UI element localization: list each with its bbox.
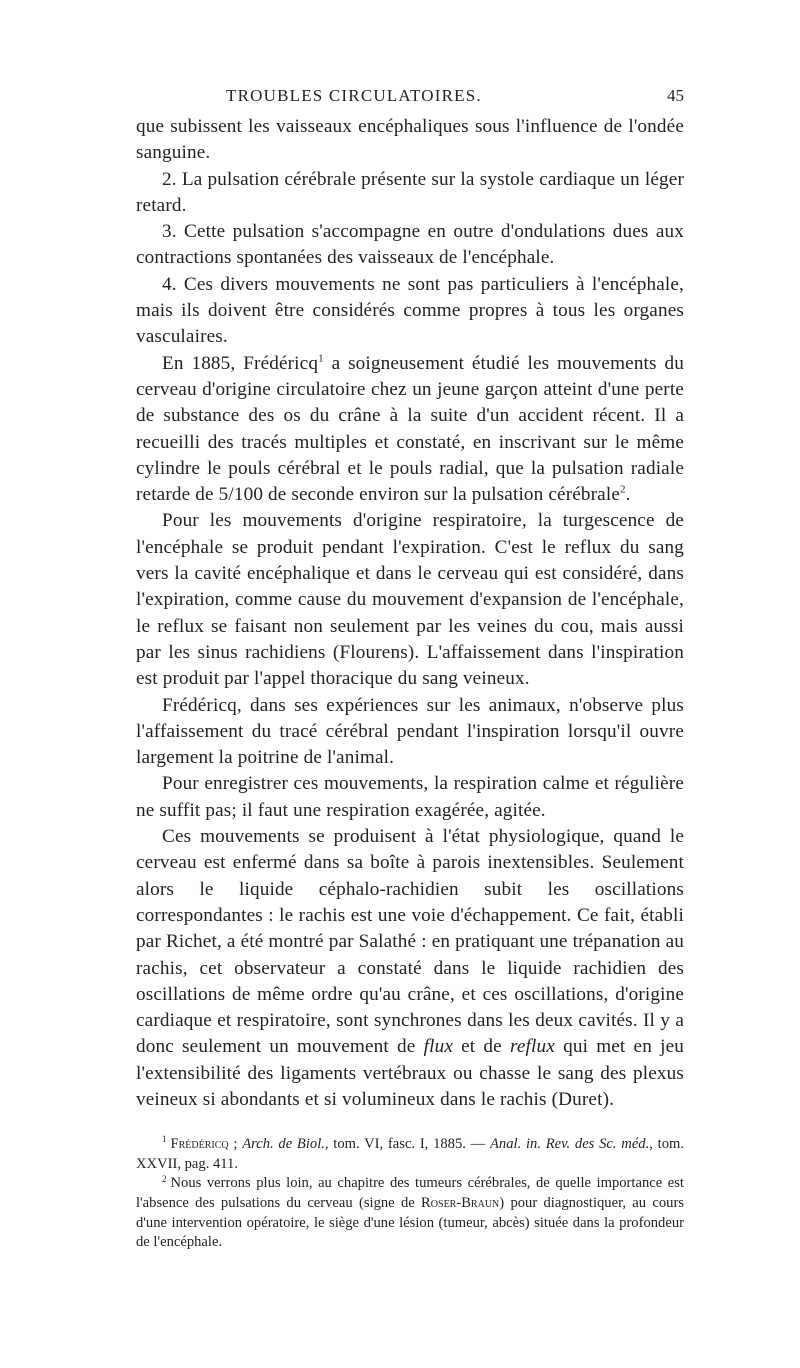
footnotes [136, 1135, 684, 1253]
paragraph-1: que subissent les vaisseaux encéphaliques sous l'influence de l'ondée sanguine. [136, 116, 684, 164]
footnote-2-text-a: Nous verrons plus loin, au chapitre des tumeurs cérébrales, de quelle importance est l'absence des pulsations du cerveau (signe de [136, 1175, 684, 1212]
paragraph-5 [136, 351, 684, 509]
paragraph-4: 4. Ces divers mouvements ne sont pas particuliers à l'encéphale, mais ils doivent être considérés comme propres à tous les organes vasculaires. [136, 273, 684, 348]
footnote-1-journal: Arch. de Biol. [242, 1136, 325, 1153]
paragraph-3: 3. Cette pulsation s'accompagne en outre d'ondulations dues aux contractions spontanées des vaisseaux de l'encéphale. [136, 221, 684, 269]
footnote-ref-1: 1 [318, 352, 324, 365]
running-title: TROUBLES CIRCULATOIRES. [226, 86, 482, 105]
paragraph-8: Pour enregistrer ces mouvements, la respiration calme et régulière ne suffit pas; il faut une respiration exagérée, agitée. [136, 773, 684, 821]
footnote-2-name: Roser-Braun [421, 1195, 500, 1212]
paragraph-9-text-c: qui met en jeu l'extensibilité des ligaments vertébraux ou chasse le sang des plexus veineux si abondants et si volumineux dans le rachis (Duret). [136, 1036, 685, 1110]
paragraph-5-text-b: a soigneusement étudié les mouvements du cerveau d'origine circulatoire chez un jeune garçon atteint d'une perte de substance des os du crâne à la suite d'un accident récent. Il a recueilli des tracés multiples et constaté, en inscrivant sur le même cylindre le pouls cérébral et le pouls radial, que la pulsation radiale retarde de 5/100 de seconde environ sur la pulsation cérébrale [136, 352, 684, 506]
footnote-1-end: , tom. XXVII, pag. 411. [136, 1136, 684, 1172]
paragraph-2: 2. La pulsation cérébrale présente sur la systole cardiaque un léger retard. [136, 168, 684, 216]
paragraph-9-text-a: Ces mouvements se produisent à l'état physiologique, quand le cerveau est enfermé dans sa boîte à parois inextensibles. Seulement alors le liquide céphalo-rachidien subit les oscillations correspondantes : le rachis est une voie d'échappement. Ce fait, établi par Richet, a été montré par Salathé : en pratiquant une trépanation au rachis, cet observateur a constaté dans le liquide rachidien des oscillations de même ordre qu'au crâne, et ces oscillations, d'origine cardiaque et respiratoire, sont synchrones dans les deux cavités. Il y a donc seulement un mouvement de [136, 826, 684, 1058]
italic-flux: flux [423, 1036, 453, 1058]
footnote-1-mark: 1 [162, 1134, 167, 1145]
footnote-ref-2: 2 [620, 483, 626, 496]
paragraph-7: Frédéricq, dans ses expériences sur les animaux, n'observe plus l'affaissement du tracé cérébral pendant l'inspiration lorsqu'il ouvre largement la poitrine de l'animal. [136, 694, 684, 769]
footnote-2-mark: 2 [162, 1173, 167, 1184]
footnote-1-review: Anal. in. Rev. des Sc. méd. [490, 1136, 650, 1153]
footnote-2-text-b: ) pour diagnostiquer, au cours d'une intervention opératoire, le siège d'une lésion (tumeur, abcès) située dans la profondeur de l'encéphale. [136, 1195, 684, 1251]
footnote-2 [136, 1174, 684, 1252]
paragraph-9-text-b: et de [452, 1036, 510, 1058]
book-page [136, 86, 684, 1253]
body-text [136, 114, 684, 1113]
footnote-1-author: Frédéricq [170, 1136, 229, 1153]
paragraph-5-text-c: . [625, 484, 631, 506]
paragraph-6: Pour les mouvements d'origine respiratoire, la turgescence de l'encéphale se produit pendant l'expiration. C'est le reflux du sang vers la cavité encéphalique et dans le cerveau qui est considéré, dans l'expiration, comme cause du mouvement d'expansion de l'encéphale, le reflux se faisant non seulement par les veines du cou, mais aussi par les sinus rachidiens (Flourens). L'affaissement dans l'inspiration est produit par l'appel thoracique du sang veineux. [136, 510, 684, 690]
paragraph-5-text-a: En 1885, Frédéricq [162, 352, 319, 374]
page-number: 45 [667, 86, 684, 105]
footnote-1-mid: , tom. VI, fasc. I, 1885. — [324, 1136, 491, 1153]
italic-reflux: reflux [509, 1036, 555, 1058]
footnote-1 [136, 1135, 684, 1174]
paragraph-9 [136, 824, 684, 1113]
footnote-1-sep: ; [228, 1136, 243, 1153]
page-header [136, 86, 684, 110]
